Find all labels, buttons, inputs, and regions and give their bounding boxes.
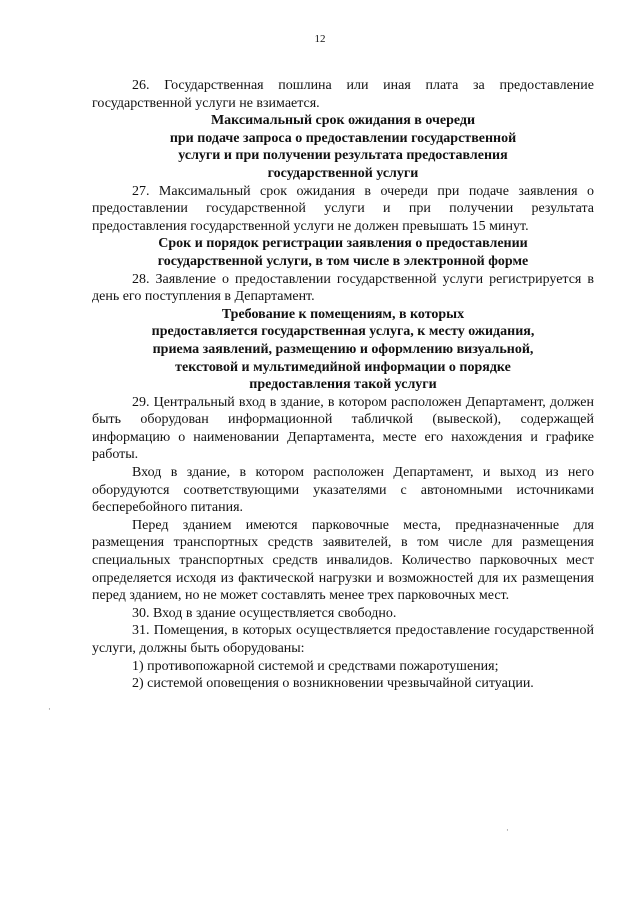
heading-line: Максимальный срок ожидания в очереди bbox=[210, 113, 476, 129]
heading-line: предоставляется государственная услуга, к месту ожидания, bbox=[151, 324, 535, 340]
paragraph-26: 26. Государственная пошлина или иная плата за предоставление государственной услуги не взимается. bbox=[92, 78, 594, 111]
scan-speck: · bbox=[48, 705, 51, 715]
heading-line: предоставления такой услуги bbox=[249, 377, 437, 393]
paragraph-31: 31. Помещения, в которых осуществляется предоставление государственной услуги, должны быть оборудованы: bbox=[92, 623, 594, 656]
page-number: 12 bbox=[314, 33, 326, 45]
heading-line: государственной услуги, в том числе в электронной форме bbox=[157, 253, 529, 269]
heading-line: приема заявлений, размещению и оформлению визуальной, bbox=[152, 341, 534, 357]
heading-line: при подаче запроса о предоставлении государственной bbox=[169, 130, 517, 146]
list-item: 2) системой оповещения о возникновении чрезвычайной ситуации. bbox=[132, 676, 534, 692]
heading-premises-requirements bbox=[92, 306, 594, 394]
list-item: 1) противопожарной системой и средствами пожаротушения; bbox=[132, 658, 499, 674]
paragraph-30: 30. Вход в здание осуществляется свободно. bbox=[132, 605, 397, 621]
heading-line: Требование к помещениям, в которых bbox=[221, 306, 465, 322]
paragraph-29: 29. Центральный вход в здание, в котором расположен Департамент, должен быть оборудован информационной табличкой (вывеской), содержащей информацию о наименовании Департамента, месте его нахождения и графике работы. bbox=[92, 394, 594, 463]
heading-max-waiting-time bbox=[92, 112, 594, 182]
paragraph-29-parking: Перед зданием имеются парковочные места, предназначенные для размещения транспортных средств заявителей, в том числе для размещения специальных транспортных средств инвалидов. Количество парковочных мест определяется исходя из фактической нагрузки и возможностей для их размещения перед зданием, но не может составлять менее трех парковочных мест. bbox=[92, 517, 594, 604]
heading-line: текстовой и мультимедийной информации о порядке bbox=[175, 359, 511, 375]
paragraph-29-entry: Вход в здание, в котором расположен Департамент, и выход из него оборудуются соответствующими указателями с автономными источниками бесперебойного питания. bbox=[92, 465, 594, 516]
paragraph-27: 27. Максимальный срок ожидания в очереди при подаче заявления о предоставлении государственной услуги и при получении результата предоставления государственной услуги не должен превышать 15 минут. bbox=[92, 183, 594, 234]
paragraph-28: 28. Заявление о предоставлении государственной услуги регистрируется в день его поступления в Департамент. bbox=[92, 271, 594, 305]
scan-speck: · bbox=[506, 826, 509, 836]
document-body bbox=[92, 77, 594, 693]
heading-registration bbox=[92, 235, 594, 270]
heading-line: государственной услуги bbox=[267, 165, 419, 181]
heading-line: Срок и порядок регистрации заявления о предоставлении bbox=[158, 236, 528, 252]
heading-line: услуги и при получении результата предоставления bbox=[178, 148, 508, 164]
